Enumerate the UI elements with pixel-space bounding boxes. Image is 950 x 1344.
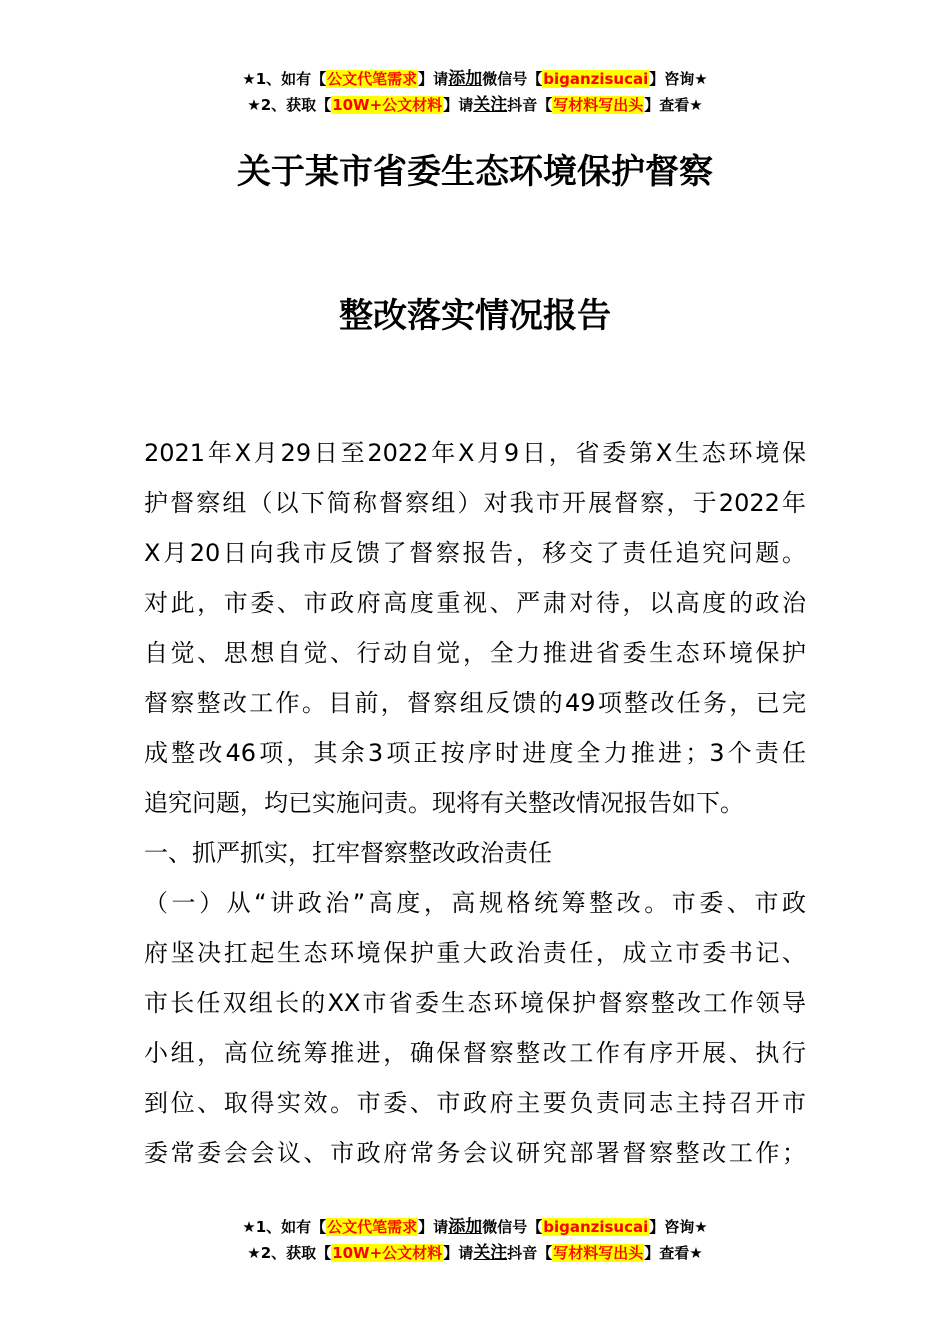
body-line: 成整改46项，其余3项正按序时进度全力推进；3个责任 xyxy=(144,739,806,767)
highlight-service: 公文代笔需求 xyxy=(327,1218,418,1236)
body-line: 2021年X月29日至2022年X月9日，省委第X生态环境保 xyxy=(144,439,806,467)
promo-banner-top xyxy=(0,66,950,118)
body-line: 护督察组（以下简称督察组）对我市开展督察，于2022年 xyxy=(144,489,806,517)
promo-banner-bottom xyxy=(0,1214,950,1266)
highlight-wechat-id: biganzisucai xyxy=(543,70,649,88)
document-title-line-1: 关于某市省委生态环境保护督察 xyxy=(237,152,713,192)
highlight-service: 公文代笔需求 xyxy=(327,70,418,88)
body-line: 追究问题，均已实施问责。现将有关整改情况报告如下。 xyxy=(144,789,744,817)
promo-line-2: ★2、获取【10W+公文材料】请关注抖音【写材料写出头】查看★ xyxy=(247,1243,703,1263)
document-body xyxy=(144,428,806,1178)
body-line: （一）从“讲政治”高度，高规格统筹整改。市委、市政 xyxy=(144,889,806,917)
promo-line-1: ★1、如有【公文代笔需求】请添加微信号【biganzisucai】咨询★ xyxy=(242,69,708,89)
highlight-materials: 10W+公文材料 xyxy=(332,96,443,114)
body-line: 小组，高位统筹推进，确保督察整改工作有序开展、执行 xyxy=(144,1039,806,1067)
body-line: X月20日向我市反馈了督察报告，移交了责任追究问题。 xyxy=(144,539,806,567)
document-title-line-2: 整改落实情况报告 xyxy=(339,296,611,336)
section-heading: 一、抓严抓实，扛牢督察整改政治责任 xyxy=(144,839,552,867)
body-line: 对此，市委、市政府高度重视、严肃对待，以高度的政治 xyxy=(144,589,806,617)
body-line: 市长任双组长的XX市省委生态环境保护督察整改工作领导 xyxy=(144,989,806,1017)
highlight-materials: 10W+公文材料 xyxy=(332,1244,443,1262)
promo-line-1: ★1、如有【公文代笔需求】请添加微信号【biganzisucai】咨询★ xyxy=(242,1217,708,1237)
body-line: 府坚决扛起生态环境保护重大政治责任，成立市委书记、 xyxy=(144,939,806,967)
highlight-wechat-id: biganzisucai xyxy=(543,1218,649,1236)
highlight-douyin: 写材料写出头 xyxy=(553,96,644,114)
promo-line-2: ★2、获取【10W+公文材料】请关注抖音【写材料写出头】查看★ xyxy=(247,95,703,115)
body-line: 督察整改工作。目前，督察组反馈的49项整改任务，已完 xyxy=(144,689,806,717)
highlight-douyin: 写材料写出头 xyxy=(553,1244,644,1262)
body-line: 自觉、思想自觉、行动自觉，全力推进省委生态环境保护 xyxy=(144,639,806,667)
body-line: 委常委会会议、市政府常务会议研究部署督察整改工作； xyxy=(144,1139,806,1167)
body-line: 到位、取得实效。市委、市政府主要负责同志主持召开市 xyxy=(144,1089,806,1117)
